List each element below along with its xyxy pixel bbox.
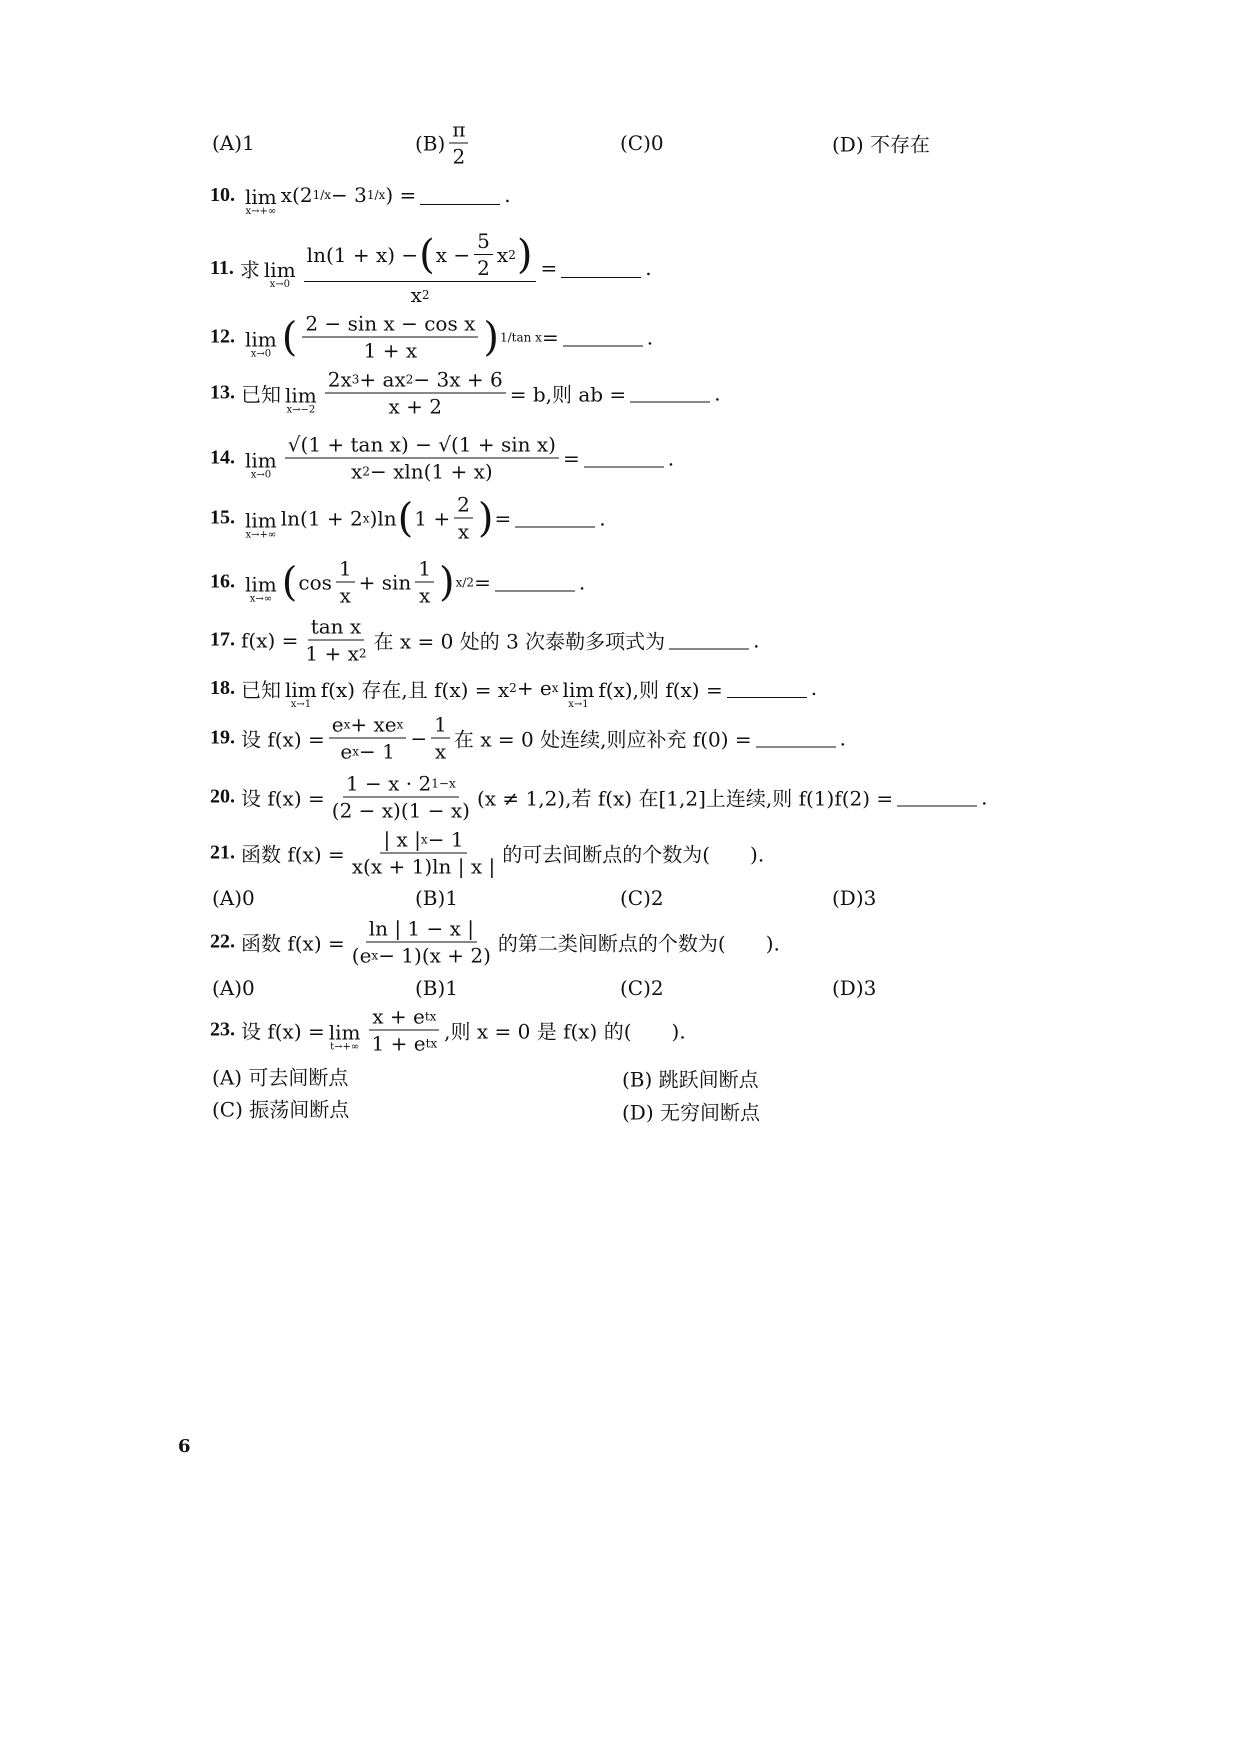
math-text: (B) — [415, 131, 446, 155]
limit-operator — [245, 185, 277, 217]
math-text: + xe — [350, 712, 397, 737]
numerator — [415, 557, 434, 583]
math-text: (A)0 — [212, 976, 255, 1000]
math-text: ) = — [385, 183, 417, 207]
fraction — [474, 229, 493, 280]
fraction — [415, 557, 434, 608]
math-text: . — [981, 785, 988, 809]
fraction — [329, 713, 407, 764]
large-parenthesis: ) — [483, 314, 499, 360]
math-text: (x ≠ 1,2),若 f(x) 在[1,2]上连续,则 f(1)f(2) = — [476, 786, 894, 811]
denominator — [337, 739, 397, 764]
fraction — [349, 828, 498, 879]
choice-option[interactable]: (D) 无穷间断点 — [622, 1100, 760, 1125]
math-text: x — [457, 519, 470, 544]
answer-blank — [495, 573, 575, 592]
choice-option[interactable] — [620, 886, 664, 910]
limit-word: lim — [245, 572, 277, 596]
math-text: x — [339, 583, 351, 608]
limit-operator — [245, 327, 277, 359]
math-text: ,则 x = 0 是 f(x) 的( ). — [444, 1019, 686, 1044]
denominator — [329, 798, 473, 823]
math-text: 设 f(x) = — [241, 786, 325, 811]
math-text: 2 — [452, 144, 466, 169]
large-parenthesis: ( — [281, 314, 298, 360]
question-q17 — [210, 615, 760, 666]
math-text: 1 — [434, 712, 447, 737]
question-q10 — [210, 179, 511, 217]
math-text: − 1)(x + 2) — [378, 943, 491, 968]
superscript: x — [551, 681, 559, 695]
numerator — [380, 828, 466, 854]
math-text: (B)1 — [415, 976, 459, 1000]
superscript: tx — [424, 1009, 437, 1024]
superscript: x/2 — [455, 575, 475, 589]
answer-blank — [584, 449, 664, 468]
answer-blank — [515, 509, 595, 528]
superscript: 1/tan x — [499, 330, 542, 344]
limit-operator — [245, 448, 277, 480]
fraction — [349, 917, 494, 968]
choice-option[interactable] — [620, 976, 664, 1000]
math-text: (e — [351, 943, 372, 968]
math-text: 2 — [477, 256, 490, 280]
numerator — [325, 368, 506, 394]
fraction — [329, 772, 473, 823]
question-number: 17. — [210, 628, 235, 651]
math-text: √(1 + tan x) − √(1 + sin x) — [287, 432, 556, 457]
math-text: . — [753, 628, 760, 652]
math-text: . — [504, 183, 511, 207]
answer-blank — [897, 788, 977, 807]
math-text: | x | — [383, 827, 421, 852]
superscript: tx — [425, 1036, 438, 1051]
limit-subscript: x→1 — [568, 699, 589, 710]
limit-subscript: x→∞ — [249, 593, 273, 604]
question-q18 — [210, 672, 818, 710]
math-text: 1 — [338, 556, 352, 581]
superscript: 2 — [421, 288, 430, 302]
math-text: 已知 — [241, 677, 281, 702]
fraction — [449, 118, 468, 169]
choice-option[interactable] — [415, 118, 472, 169]
limit-word: lim — [245, 448, 277, 472]
superscript: x — [343, 717, 351, 732]
choice-option[interactable] — [832, 976, 876, 1000]
limit-word: lim — [263, 258, 296, 282]
math-text: . — [599, 506, 606, 530]
math-group — [415, 118, 472, 169]
math-text: ln | 1 − x | — [368, 916, 474, 941]
math-text: − 1 — [427, 827, 464, 852]
limit-word: lim — [562, 678, 595, 702]
math-text: + ax — [359, 367, 406, 392]
fraction — [304, 229, 537, 307]
math-text: = — [494, 506, 512, 530]
math-text: . — [578, 570, 586, 594]
fraction — [369, 1005, 441, 1056]
question-q13 — [210, 368, 721, 419]
math-text: = b,则 ab = — [509, 382, 627, 407]
question-q15 — [210, 493, 606, 544]
limit-operator — [329, 1020, 361, 1052]
numerator — [343, 772, 459, 798]
math-text: 1 — [418, 556, 432, 581]
math-text: + e — [516, 676, 552, 700]
math-text: e — [331, 712, 344, 737]
math-text: x — [419, 583, 431, 608]
choice-option[interactable] — [415, 886, 458, 910]
math-text: (D) 不存在 — [832, 132, 930, 157]
math-text: )ln — [369, 506, 397, 530]
choice-option[interactable] — [620, 131, 664, 155]
numerator — [304, 229, 537, 282]
choice-option[interactable] — [212, 886, 255, 910]
numerator — [366, 917, 477, 943]
math-text: (2 − x)(1 − x) — [331, 798, 470, 823]
math-text: 的可去间断点的个数为( ). — [502, 842, 765, 867]
superscript: 2 — [509, 681, 517, 695]
math-text: 2 − sin x − cos x — [305, 311, 476, 336]
question-number: 10. — [210, 183, 235, 206]
math-text: . — [839, 726, 847, 750]
denominator — [432, 739, 449, 764]
math-text: x(x + 1)ln | x | — [351, 854, 496, 879]
large-parenthesis: ( — [419, 231, 435, 278]
superscript: x — [371, 948, 379, 963]
math-text: ln(1 + x) − — [306, 242, 419, 267]
denominator — [337, 583, 354, 608]
math-text: − xln(1 + x) — [369, 459, 493, 484]
question-number: 15. — [210, 506, 235, 529]
numerator — [474, 229, 493, 255]
question-q11 — [210, 229, 652, 307]
math-text: − 3 — [331, 183, 367, 207]
superscript: 1−x — [431, 776, 456, 791]
math-text: . — [714, 381, 721, 405]
math-text: 1 − x · 2 — [345, 771, 432, 796]
limit-word: lim — [285, 383, 317, 407]
question-number: 20. — [210, 785, 235, 808]
answer-blank — [756, 729, 836, 748]
denominator — [361, 338, 420, 363]
fraction — [285, 433, 559, 484]
limit-operator — [245, 508, 277, 540]
choice-option[interactable] — [415, 976, 458, 1000]
denominator — [474, 255, 493, 280]
page-number: 6 — [178, 1436, 191, 1457]
math-text: (D)3 — [832, 886, 877, 910]
superscript: 2 — [405, 372, 414, 387]
answer-blank — [561, 259, 641, 278]
math-text: 1 + — [414, 506, 451, 530]
superscript: 2 — [358, 646, 367, 661]
math-text: f(x) 存在,且 f(x) = x — [320, 677, 510, 702]
large-parenthesis: ) — [477, 495, 494, 541]
math-text: (A)1 — [212, 131, 255, 155]
math-text: = — [540, 256, 558, 280]
math-text: f(x),则 f(x) = — [598, 677, 723, 702]
math-text: f(x) = — [241, 628, 299, 652]
question-q19 — [210, 713, 846, 764]
superscript: 2 — [362, 464, 370, 479]
fraction — [431, 713, 450, 764]
question-number: 22. — [210, 930, 235, 953]
denominator — [455, 519, 472, 544]
question-number: 12. — [210, 325, 235, 348]
math-text: = — [541, 325, 559, 349]
math-text: = — [563, 446, 580, 470]
fraction — [325, 368, 506, 419]
limit-subscript: x→0 — [250, 469, 272, 480]
large-parenthesis: ) — [439, 559, 455, 605]
math-text: 在 x = 0 处的 3 次泰勒多项式为 — [373, 629, 666, 654]
superscript: x — [396, 717, 404, 732]
numerator — [302, 312, 478, 338]
math-text: x + e — [372, 1004, 425, 1029]
numerator — [329, 713, 407, 739]
math-text: 2 — [457, 492, 470, 517]
math-text: 在 x = 0 处连续,则应补充 f(0) = — [453, 727, 752, 752]
question-q20 — [210, 772, 988, 823]
large-parenthesis: ( — [281, 559, 298, 605]
question-q16 — [210, 557, 585, 608]
numerator — [336, 557, 355, 583]
limit-subscript: t→+∞ — [330, 1041, 360, 1052]
question-number: 13. — [210, 381, 235, 404]
math-text: x — [434, 739, 447, 764]
fraction — [302, 312, 478, 363]
numerator — [449, 118, 468, 144]
math-text: − — [410, 726, 428, 750]
choice-option[interactable] — [212, 976, 255, 1000]
superscript: 1/x — [312, 188, 332, 202]
denominator — [416, 583, 433, 608]
limit-word: lim — [245, 508, 277, 532]
answer-blank — [630, 384, 710, 403]
superscript: 3 — [351, 372, 360, 387]
limit-operator — [563, 678, 595, 710]
question-number: 23. — [210, 1018, 235, 1041]
math-text: tan x — [310, 614, 362, 639]
superscript: 2 — [508, 247, 516, 262]
denominator — [349, 943, 494, 968]
math-text: x + 2 — [388, 394, 442, 419]
math-text: (D)3 — [832, 976, 877, 1000]
math-text: 设 f(x) = — [241, 727, 325, 752]
limit-subscript: x→−2 — [286, 404, 316, 415]
limit-word: lim — [245, 185, 277, 209]
fraction — [454, 493, 473, 544]
math-text: 求 — [239, 257, 260, 282]
limit-word: lim — [285, 678, 317, 702]
question-number: 19. — [210, 726, 235, 749]
superscript: x — [352, 744, 359, 759]
choice-option[interactable]: (B) 跳跃间断点 — [622, 1067, 759, 1092]
limit-operator — [285, 383, 317, 415]
superscript: 1/x — [366, 188, 386, 202]
answer-blank — [669, 631, 749, 650]
choice-option[interactable]: (C) 振荡间断点 — [212, 1097, 350, 1122]
denominator — [349, 854, 498, 879]
question-number: 18. — [210, 676, 235, 699]
math-text: x(2 — [280, 183, 313, 207]
question-number: 14. — [210, 446, 235, 469]
fraction — [302, 615, 369, 666]
math-text: x — [410, 283, 422, 307]
math-text: 2x — [327, 367, 352, 392]
math-text: . — [646, 325, 654, 349]
numerator — [431, 713, 450, 739]
math-text: cos — [298, 570, 332, 594]
question-number: 16. — [210, 570, 235, 593]
limit-subscript: x→+∞ — [245, 206, 277, 217]
math-text: . — [667, 446, 675, 470]
math-text: . — [645, 256, 652, 280]
numerator — [369, 1005, 439, 1031]
math-text: π — [452, 117, 466, 142]
math-text: 5 — [477, 229, 490, 253]
denominator — [348, 459, 496, 484]
math-text: 1 + e — [371, 1031, 426, 1056]
denominator — [302, 641, 369, 666]
choice-option[interactable] — [212, 131, 255, 155]
question-q12 — [210, 312, 653, 363]
numerator — [454, 493, 473, 519]
limit-word: lim — [245, 327, 277, 351]
question-q22 — [210, 917, 780, 968]
math-text: + sin — [358, 570, 412, 594]
math-text: . — [810, 676, 818, 700]
question-number: 11. — [210, 256, 234, 279]
large-parenthesis: ) — [516, 231, 533, 278]
math-text: = — [474, 570, 491, 594]
math-text: e — [340, 739, 353, 764]
limit-word: lim — [328, 1020, 361, 1044]
denominator — [408, 282, 433, 307]
numerator — [308, 615, 364, 641]
limit-subscript: x→0 — [250, 348, 272, 359]
math-text: 1 + x — [363, 338, 418, 363]
question-number: 21. — [210, 841, 235, 864]
limit-subscript: x→+∞ — [245, 529, 277, 540]
limit-subscript: x→1 — [290, 699, 312, 710]
math-text: − 3x + 6 — [413, 367, 503, 392]
answer-blank — [727, 679, 807, 698]
question-q21 — [210, 828, 764, 879]
math-text: (A)0 — [212, 886, 255, 910]
superscript: x — [420, 832, 428, 847]
fraction — [336, 557, 355, 608]
denominator — [369, 1031, 441, 1056]
choice-option[interactable] — [832, 886, 876, 910]
math-text: x — [496, 242, 509, 267]
math-text: 已知 — [241, 382, 281, 407]
limit-subscript: x→0 — [269, 279, 290, 290]
limit-operator — [264, 258, 296, 290]
answer-blank — [420, 186, 500, 205]
math-text: x — [351, 459, 363, 484]
math-text: (C)2 — [620, 976, 664, 1000]
math-text: 函数 f(x) = — [241, 842, 345, 867]
question-q14 — [210, 433, 674, 484]
math-text: x − — [435, 242, 471, 267]
numerator — [285, 433, 559, 459]
math-text: 函数 f(x) = — [241, 931, 345, 956]
choice-option[interactable]: (A) 可去间断点 — [212, 1065, 349, 1090]
math-text: 设 f(x) = — [241, 1019, 325, 1044]
limit-operator — [285, 678, 317, 710]
choice-option[interactable] — [832, 129, 930, 158]
superscript: x — [362, 511, 370, 525]
denominator — [450, 144, 469, 169]
question-q23 — [210, 1005, 686, 1056]
math-text: ln(1 + 2 — [280, 506, 363, 530]
limit-operator — [245, 572, 277, 604]
large-parenthesis: ( — [397, 495, 414, 541]
math-text: 1 + x — [305, 641, 359, 666]
math-text: (C)0 — [620, 131, 664, 155]
math-text: 的第二类间断点的个数为( ). — [497, 931, 780, 956]
math-text: (B)1 — [415, 886, 459, 910]
math-text: (C)2 — [620, 886, 664, 910]
denominator — [386, 394, 445, 419]
math-text: − 1 — [358, 739, 395, 764]
answer-blank — [563, 328, 643, 347]
